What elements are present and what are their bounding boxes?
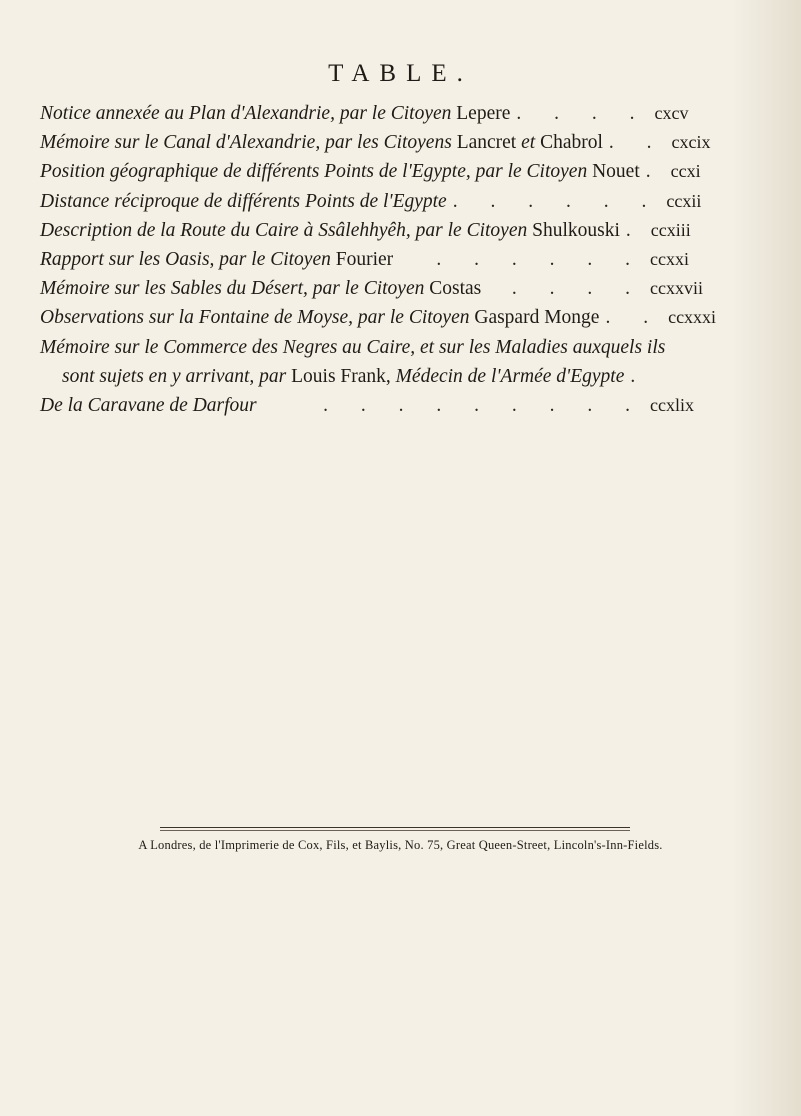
entry-title: Observations sur la Fontaine de Moyse, par le Citoyen: [40, 307, 475, 329]
entry-title: Mémoire sur le Canal d'Alexandrie, par les Citoyens: [40, 132, 457, 154]
entry-conjunction: et: [516, 132, 541, 154]
page-number: ccxii: [666, 190, 702, 211]
entry-author: Louis Frank,: [291, 365, 391, 387]
dot-leader: . .: [605, 307, 663, 329]
toc-entry: [40, 307, 720, 336]
entry-title: De la Caravane de Darfour: [40, 394, 257, 416]
entry-title: Distance réciproque de différents Points de l'Egypte: [40, 190, 447, 212]
toc-entry: [40, 161, 720, 190]
toc-entry-line-1: [40, 337, 720, 366]
entry-title: Position géographique de différents Points de l'Egypte, par le Citoyen: [40, 161, 593, 183]
dot-leader: . . . . . .: [436, 248, 644, 270]
entry-author-role: Médecin de l'Armée d'Egypte: [390, 365, 625, 387]
toc-entry: [40, 132, 720, 161]
table-of-contents: [40, 103, 720, 424]
dot-leader: . . . . . .: [452, 190, 661, 212]
page-number: ccxxvii: [650, 278, 703, 299]
toc-entry: [40, 191, 720, 220]
entry-author: Nouet: [592, 161, 640, 183]
dot-leader: .: [630, 365, 650, 387]
entry-author: Shulkouski: [532, 219, 620, 241]
divider-rule: [160, 827, 630, 831]
dot-leader: . . . . . . . . .: [323, 394, 644, 416]
page-number: cxcix: [671, 132, 711, 153]
toc-entry: [40, 278, 720, 307]
dot-leader: .: [645, 161, 665, 183]
entry-author-2: Chabrol: [540, 132, 603, 154]
toc-entry: [40, 220, 720, 249]
toc-entry: [40, 103, 720, 132]
entry-title: Mémoire sur le Commerce des Negres au Caire, et sur les Maladies auxquels ils: [40, 336, 666, 358]
entry-title: Description de la Route du Caire à Ssâlehhyêh, par le Citoyen: [40, 219, 533, 241]
toc-entry: [40, 249, 720, 278]
dot-leader: . .: [608, 132, 666, 154]
page-number: ccxlix: [650, 394, 694, 415]
page-number: ccxxxi: [668, 307, 717, 328]
entry-title: Rapport sur les Oasis, par le Citoyen: [40, 248, 336, 270]
entry-title: Notice annexée au Plan d'Alexandrie, par le Citoyen: [40, 103, 457, 124]
entry-author: Lepere: [456, 103, 511, 124]
page-number: ccxxi: [650, 248, 689, 269]
entry-author: Fourier: [335, 248, 394, 270]
page-edge-shadow: [731, 0, 801, 1116]
entry-author: Gaspard Monge: [474, 307, 600, 329]
dot-leader: . . . .: [511, 278, 644, 300]
entry-title-continued: sont sujets en y arrivant, par: [62, 365, 292, 387]
page-number: cxcv: [654, 103, 689, 123]
page-title: TABLE.: [328, 60, 473, 87]
toc-entry: [40, 395, 720, 424]
dot-leader: .: [625, 219, 645, 241]
page-number: ccxiii: [650, 219, 691, 240]
toc-entry-line-2: [40, 366, 720, 395]
page-number: ccxi: [670, 161, 701, 182]
dot-leader: . . . .: [516, 103, 649, 124]
entry-title: Mémoire sur les Sables du Désert, par le Citoyen: [40, 278, 430, 300]
printer-imprint: A Londres, de l'Imprimerie de Cox, Fils, et Baylis, No. 75, Great Queen-Street, Lincoln's-Inn-Fields.: [138, 838, 663, 852]
entry-author: Costas: [429, 278, 482, 300]
entry-author: Lancret: [456, 132, 517, 154]
